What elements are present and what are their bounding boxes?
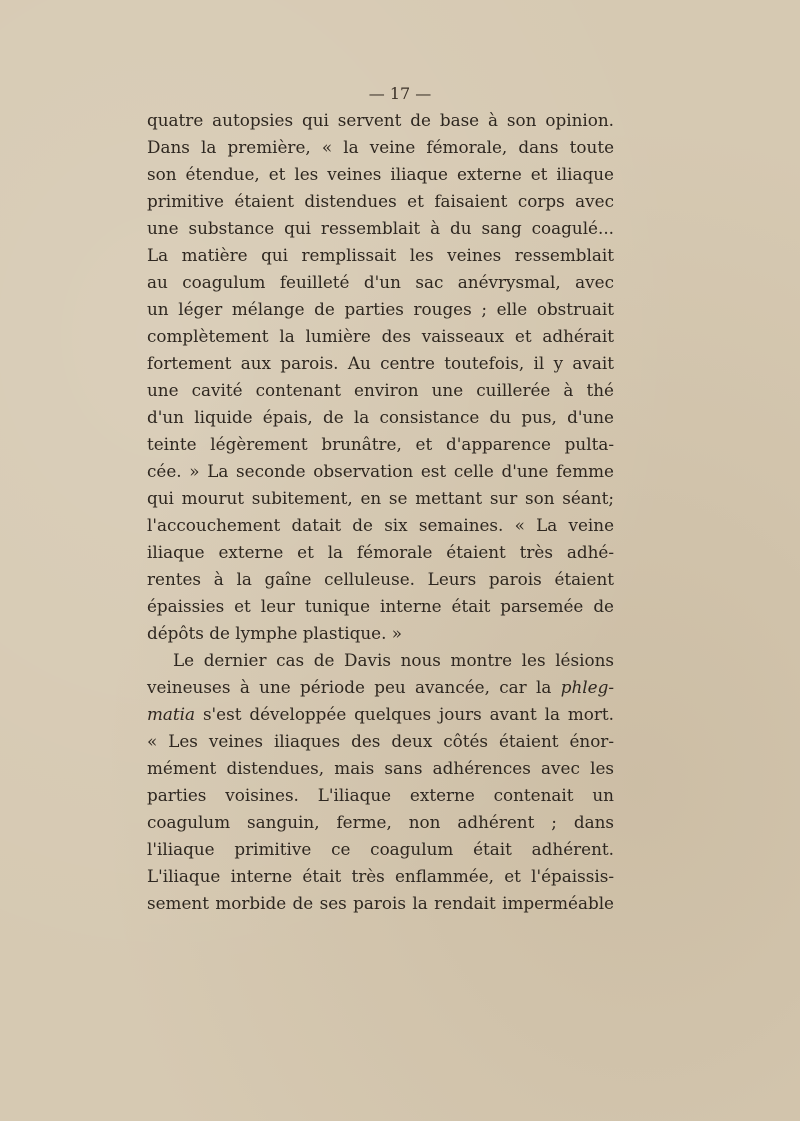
text-line bbox=[147, 674, 614, 701]
text-line: une cavité contenant environ une cuillerée à thé bbox=[147, 380, 614, 400]
text-line: parties voisines. L'iliaque externe contenait un bbox=[147, 785, 614, 805]
text-line: mément distendues, mais sans adhérences avec les bbox=[147, 758, 614, 778]
text-line: La matière qui remplissait les veines ressemblait bbox=[147, 245, 614, 265]
text-line: l'accouchement datait de six semaines. « La veine bbox=[147, 515, 614, 535]
text-line: quatre autopsies qui servent de base à son opinion. bbox=[147, 110, 614, 130]
text-line: qui mourut subitement, en se mettant sur son séant; bbox=[147, 488, 614, 508]
text-line: son étendue, et les veines iliaque externe et iliaque bbox=[147, 164, 614, 184]
italic-term: matia bbox=[147, 704, 196, 724]
text-line: L'iliaque interne était très enflammée, et l'épaissis- bbox=[147, 866, 614, 886]
text-segment: s'est développée quelques jours avant la mort. bbox=[195, 704, 614, 724]
text-line: l'iliaque primitive ce coagulum était adhérent. bbox=[147, 839, 614, 859]
italic-term: phleg- bbox=[560, 677, 614, 697]
text-line: un léger mélange de parties rouges ; elle obstruait bbox=[147, 299, 614, 319]
text-line: Le dernier cas de Davis nous montre les lésions bbox=[173, 650, 614, 670]
text-line: rentes à la gaîne celluleuse. Leurs parois étaient bbox=[147, 569, 614, 589]
text-line: sement morbide de ses parois la rendait imperméable bbox=[147, 893, 614, 913]
text-line: cée. » La seconde observation est celle d'une femme bbox=[147, 461, 614, 481]
text-line: teinte légèrement brunâtre, et d'apparence pulta- bbox=[147, 434, 614, 454]
text-line: d'un liquide épais, de la consistance du pus, d'une bbox=[147, 407, 614, 427]
text-segment: veineuses à une période peu avancée, car la bbox=[147, 677, 561, 697]
text-line: complètement la lumière des vaisseaux et adhérait bbox=[147, 326, 614, 346]
text-line: fortement aux parois. Au centre toutefois, il y avait bbox=[147, 353, 614, 373]
text-line: coagulum sanguin, ferme, non adhérent ; dans bbox=[147, 812, 614, 832]
text-line: primitive étaient distendues et faisaient corps avec bbox=[147, 191, 614, 211]
text-line: une substance qui ressemblait à du sang coagulé... bbox=[147, 218, 614, 238]
text-line: « Les veines iliaques des deux côtés étaient énor- bbox=[147, 731, 614, 751]
text-line: iliaque externe et la fémorale étaient très adhé- bbox=[147, 542, 614, 562]
text-line: au coagulum feuilleté d'un sac anévrysmal, avec bbox=[147, 272, 614, 292]
page-number: — 17 — bbox=[368, 84, 432, 103]
text-line: Dans la première, « la veine fémorale, dans toute bbox=[147, 137, 614, 157]
text-line bbox=[147, 701, 614, 728]
text-line: dépôts de lymphe plastique. » bbox=[147, 623, 403, 643]
body-text bbox=[147, 107, 614, 917]
text-line: épaissies et leur tunique interne était parsemée de bbox=[147, 596, 614, 616]
